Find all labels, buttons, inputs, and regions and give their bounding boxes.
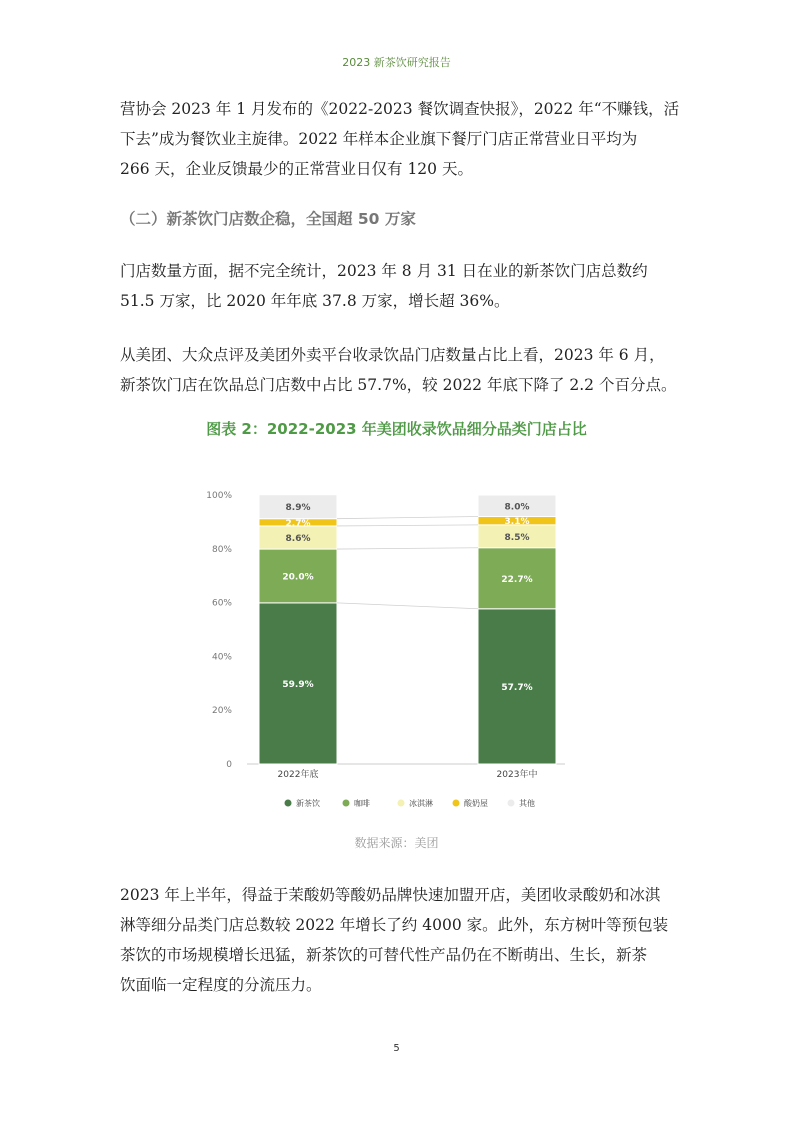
legend-label: 咖啡	[354, 799, 370, 808]
paragraph-line: 茶饮的市场规模增长迅猛，新茶饮的可替代性产品仍在不断萌出、生长，新茶	[120, 946, 648, 964]
section-title: （二）新茶饮门店数企稳，全国超 50 万家	[120, 210, 416, 228]
paragraph-line: 门店数量方面，据不完全统计，2023 年 8 月 31 日在业的新茶饮门店总数约	[120, 262, 648, 280]
paragraph-line: 营协会 2023 年 1 月发布的《2022-2023 餐饮调查快报》，2022 年“不赚钱，活	[120, 100, 680, 118]
paragraph-line: 从美团、大众点评及美团外卖平台收录饮品门店数量占比上看，2023 年 6 月，	[120, 346, 665, 364]
paragraph-line: 饮面临一定程度的分流压力。	[120, 976, 322, 994]
chart-title: 图表 2：2022-2023 年美团收录饮品细分品类门店占比	[206, 420, 587, 438]
legend-marker	[453, 800, 460, 807]
y-tick-label: 20%	[211, 706, 232, 717]
paragraph-survey	[120, 94, 680, 184]
connector-line	[337, 603, 478, 609]
data-label: 8.0%	[504, 502, 530, 513]
data-label: 8.6%	[285, 534, 311, 545]
page-number: 5	[393, 1043, 400, 1054]
legend-label: 其他	[519, 799, 535, 808]
x-tick-label: 2023年中	[496, 770, 538, 780]
data-label: 59.9%	[282, 679, 314, 690]
paragraph-h1-2023	[120, 880, 680, 1000]
y-tick-label: 0	[226, 760, 232, 770]
data-label: 2.7%	[285, 518, 311, 529]
y-tick-label: 40%	[211, 652, 232, 663]
legend-label: 新茶饮	[296, 799, 320, 808]
y-tick-label: 100%	[206, 491, 232, 501]
paragraph-share	[120, 340, 680, 400]
paragraph-line: 新茶饮门店在饮品总门店数中占比 57.7%，较 2022 年底下降了 2.2 个百分点。	[120, 376, 677, 394]
paragraph-store-count	[120, 256, 680, 316]
legend-marker	[343, 800, 350, 807]
connector-line	[337, 548, 478, 549]
paragraph-line: 266 天，企业反馈最少的正常营业日仅有 120 天。	[120, 160, 473, 178]
legend-marker	[398, 800, 405, 807]
x-tick-label: 2022年底	[277, 770, 319, 780]
y-tick-label: 80%	[211, 544, 232, 555]
data-label: 8.9%	[285, 503, 311, 514]
data-label: 57.7%	[501, 682, 533, 693]
data-label: 22.7%	[501, 574, 533, 585]
connector-line	[337, 525, 478, 526]
stacked-bar-chart	[195, 478, 595, 818]
paragraph-line: 2023 年上半年，得益于茉酸奶等酸奶品牌快速加盟开店，美团收录酸奶和冰淇	[120, 886, 661, 904]
data-source: 数据来源：美团	[354, 836, 439, 850]
legend-marker	[285, 800, 292, 807]
legend-label: 酸奶屋	[464, 799, 488, 808]
paragraph-line: 51.5 万家，比 2020 年年底 37.8 万家，增长超 36%。	[120, 292, 510, 310]
legend-marker	[508, 800, 515, 807]
y-tick-label: 60%	[211, 598, 232, 609]
connector-line	[337, 517, 478, 519]
report-header: 2023 新茶饮研究报告	[342, 56, 451, 69]
legend-label: 冰淇淋	[409, 799, 433, 808]
data-label: 8.5%	[504, 532, 530, 543]
data-label: 20.0%	[282, 572, 314, 583]
paragraph-line: 淋等细分品类门店总数较 2022 年增长了约 4000 家。此外，东方树叶等预包装	[120, 916, 669, 934]
data-label: 3.1%	[504, 517, 530, 528]
paragraph-line: 下去”成为餐饮业主旋律。2022 年样本企业旗下餐厅门店正常营业日平均为	[120, 130, 638, 148]
